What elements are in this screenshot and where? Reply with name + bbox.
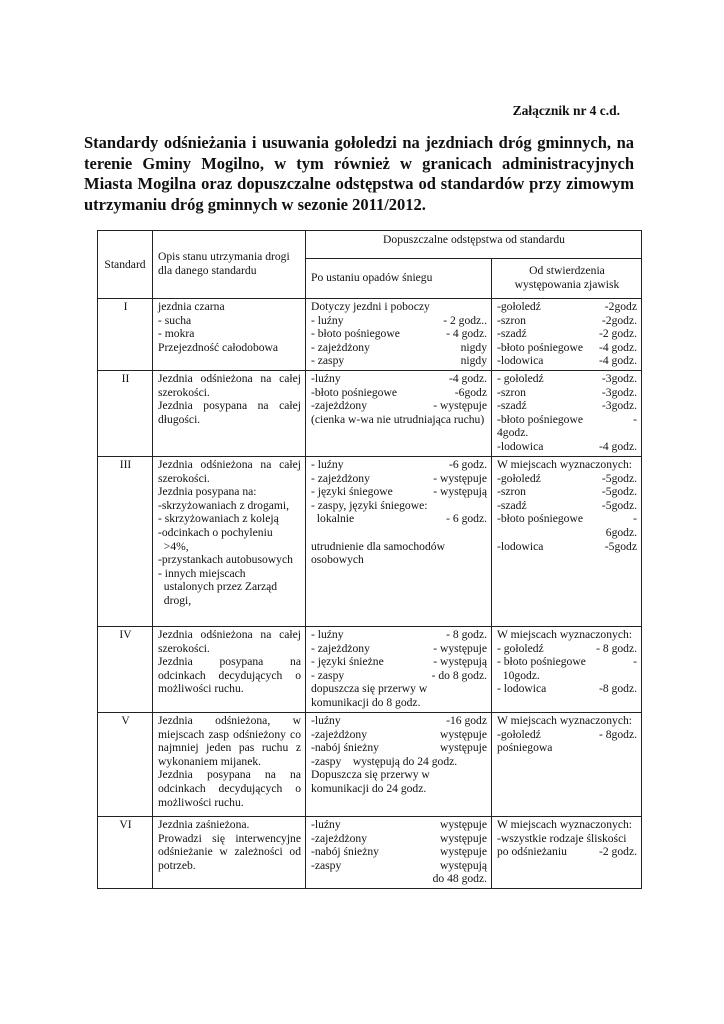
description-line: Jezdnia odśnieżona na całej szerokości.: [158, 372, 304, 399]
deviation-item: -luźny: [311, 372, 341, 385]
deviation-line: [497, 354, 637, 368]
standard-number: VI: [98, 817, 153, 889]
deviation-item: -luźny: [311, 818, 341, 831]
deviation-line: [311, 386, 487, 400]
deviation-line: [311, 872, 487, 886]
deviation-item: -szron: [497, 313, 526, 327]
deviation-time: -6 godz.: [449, 458, 487, 471]
deviation-item: - języki śniegowe: [311, 485, 393, 499]
standard-number: III: [98, 457, 153, 627]
deviation-line: [311, 768, 487, 795]
deviation-from-phenomena: [492, 457, 642, 627]
standard-description: [153, 817, 306, 889]
deviation-line: [311, 372, 487, 386]
deviation-item: -nabój śnieżny: [311, 741, 379, 755]
deviation-item: (cienka w-wa nie utrudniająca ruchu): [311, 412, 485, 426]
deviation-item: po odśnieżaniu: [497, 845, 567, 859]
deviation-item: -szadź: [497, 498, 527, 512]
deviation-time: występują: [439, 858, 487, 872]
deviation-time: -: [633, 512, 637, 526]
deviation-line: [497, 642, 637, 656]
deviation-time: -6godz: [454, 385, 487, 399]
deviation-time: występuje: [439, 741, 487, 755]
deviation-item: -gołoledź: [497, 727, 541, 741]
deviation-line: [311, 512, 487, 526]
standard-description: [153, 713, 306, 817]
deviation-item: - luźny: [311, 628, 344, 641]
deviation-item: - zaspy: [311, 668, 345, 682]
deviation-time: występuje: [439, 845, 487, 859]
deviation-item: - języki śnieżne: [311, 655, 384, 669]
deviation-item: -lodowica: [497, 539, 544, 553]
deviation-line: [311, 327, 487, 341]
deviation-line: [497, 413, 637, 427]
deviation-line: [497, 327, 637, 341]
deviation-line: [311, 413, 487, 427]
deviation-item: W miejscach wyznaczonych:: [497, 818, 632, 831]
deviation-line: [497, 655, 637, 669]
description-line: Jezdnia posypana na na odcinkach decydujących o możliwości ruchu.: [158, 768, 304, 809]
deviation-item: 10godz.: [497, 668, 540, 682]
deviation-item: 4godz.: [497, 426, 529, 440]
description-line: jezdnia czarna: [158, 300, 225, 313]
deviation-line: [311, 354, 487, 368]
deviation-item: - luźny: [311, 313, 344, 327]
table-row: [98, 817, 642, 889]
deviation-time: -3godz.: [601, 385, 637, 399]
standard-description: [153, 457, 306, 627]
deviation-time: - 4 godz.: [446, 327, 487, 341]
deviation-item: W miejscach wyznaczonych:: [497, 458, 632, 471]
deviation-line: [497, 372, 637, 386]
deviation-item: - gołoledź: [497, 641, 544, 655]
deviation-line: [311, 300, 487, 314]
deviation-from-phenomena: [492, 713, 642, 817]
deviation-item: - luźny: [311, 458, 344, 471]
deviation-from-phenomena: [492, 371, 642, 457]
deviation-time: - do 8 godz.: [431, 668, 487, 682]
deviation-item: -wszystkie rodzaje śliskości: [497, 831, 627, 845]
deviation-time: -: [633, 655, 637, 669]
deviation-item: -szron: [497, 485, 526, 499]
deviation-time: - występuje: [433, 399, 487, 413]
deviation-line: [497, 440, 637, 454]
deviation-item: [311, 872, 314, 886]
deviation-line: [311, 458, 487, 472]
description-line: - mokra: [158, 327, 195, 341]
description-line: Jezdnia posypana na odcinkach decydujących o możliwości ruchu.: [158, 655, 304, 696]
standard-description: [153, 371, 306, 457]
deviation-time: 6godz.: [605, 525, 637, 539]
standard-number: V: [98, 713, 153, 817]
description-line: Jezdnia zaśnieżona.: [158, 818, 250, 831]
description-line: -skrzyżowaniach z drogami,: [158, 498, 290, 512]
deviation-time: -4 godz.: [599, 354, 637, 368]
table-row: [98, 713, 642, 817]
deviation-item: - zajeżdżony: [311, 641, 370, 655]
deviation-line: [497, 499, 637, 513]
deviation-line: [497, 472, 637, 486]
table-row: [98, 627, 642, 713]
header-after-snowfall: Po ustaniu opadów śniegu: [306, 259, 492, 299]
annex-label: Załącznik nr 4 c.d.: [512, 103, 620, 118]
deviation-item: -zajeżdżony: [311, 399, 367, 413]
deviation-line: [497, 458, 637, 472]
deviation-time: -5godz: [604, 539, 637, 553]
deviation-item: - lodowica: [497, 682, 547, 696]
deviation-item: -lodowica: [497, 439, 544, 453]
deviation-line: [311, 655, 487, 669]
deviation-line: [311, 642, 487, 656]
deviation-item: - gołoledź: [497, 372, 544, 385]
deviation-item: -zaspy: [311, 858, 342, 872]
deviation-item: [497, 526, 500, 540]
header-standard: Standard: [98, 231, 153, 299]
description-line: -odcinkach o pochyleniu: [158, 525, 273, 539]
deviation-item: - zajeżdżony: [311, 471, 370, 485]
deviation-time: - 8godz.: [599, 727, 637, 741]
deviation-item: -nabój śnieżny: [311, 845, 379, 859]
deviation-line: [497, 300, 637, 314]
deviation-time: występuje: [439, 818, 487, 831]
deviation-after-snowfall: [306, 627, 492, 713]
deviation-item: -gołoledź: [497, 471, 541, 485]
description-line: Prowadzi się interwencyjne odśnieżanie w zależności od potrzeb.: [158, 831, 304, 872]
deviation-time: - występują: [433, 485, 487, 499]
deviation-time: do 48 godz.: [432, 872, 487, 886]
deviation-item: -błoto pośniegowe: [497, 412, 583, 426]
deviation-time: -5godz.: [601, 471, 637, 485]
deviation-time: - 6 godz.: [446, 512, 487, 526]
description-line: Jezdnia posypana na całej długości.: [158, 399, 304, 426]
deviation-item: - błoto pośniegowe: [497, 655, 586, 669]
deviation-from-phenomena: [492, 817, 642, 889]
deviation-time: -4 godz.: [449, 372, 487, 385]
header-from-phenomena: Od stwierdzenia występowania zjawisk: [492, 259, 642, 299]
deviation-line: [497, 741, 637, 755]
deviation-item: -błoto pośniegowe: [497, 340, 583, 354]
deviation-item: - zaspy, języki śniegowe:: [311, 498, 428, 512]
deviation-line: [497, 341, 637, 355]
deviation-line: [311, 628, 487, 642]
description-line: Przejezdność całodobowa: [158, 340, 279, 354]
deviation-line: [497, 728, 637, 742]
description-line: drogi,: [158, 593, 192, 607]
deviation-line: [311, 682, 487, 709]
deviation-item: -błoto pośniegowe: [311, 385, 397, 399]
deviation-line: [311, 499, 487, 513]
deviation-item: utrudnienie dla samochodów osobowych: [311, 539, 448, 567]
deviation-item: dopuszcza się przerwy w komunikacji do 8 godz.: [311, 682, 431, 709]
standard-description: [153, 299, 306, 371]
deviation-item: -zajeżdżony: [311, 831, 367, 845]
deviation-line: [311, 472, 487, 486]
deviation-time: -4 godz.: [599, 340, 637, 354]
deviation-line: [311, 845, 487, 859]
deviation-line: [497, 386, 637, 400]
deviation-line: [311, 485, 487, 499]
deviation-line: [311, 341, 487, 355]
deviation-time: -8 godz.: [599, 682, 637, 696]
header-deviations: Dopuszczalne odstępstwa od standardu: [306, 231, 642, 259]
description-line: Jezdnia odśnieżona na całej szerokości.: [158, 458, 304, 485]
deviation-line: [497, 682, 637, 696]
description-line: >4%,: [158, 539, 189, 553]
deviation-item: lokalnie: [311, 512, 355, 526]
deviation-time: - występują: [433, 655, 487, 669]
deviation-time: -2 godz.: [599, 845, 637, 859]
deviation-line: [497, 628, 637, 642]
deviation-time: -: [633, 412, 637, 426]
document-title: Standardy odśnieżania i usuwania gołoledzi na jezdniach dróg gminnych, na terenie Gminy Mogilno, w tym również w granicach administracyjnych Miasta Mogilna oraz dopuszczalne odstępstwa od standardów przy zimowym utrzymaniu dróg gminnych w sezonie 2011/2012.: [84, 133, 634, 214]
table-row: [98, 299, 642, 371]
deviation-item: - zaspy: [311, 354, 345, 368]
standard-number: IV: [98, 627, 153, 713]
deviation-item: [311, 526, 314, 539]
deviation-line: [311, 540, 487, 567]
deviation-line: [311, 399, 487, 413]
deviation-from-phenomena: [492, 299, 642, 371]
deviation-line: [497, 845, 637, 859]
deviation-after-snowfall: [306, 817, 492, 889]
description-line: -przystankach autobusowych: [158, 553, 293, 567]
deviation-item: -szadź: [497, 327, 527, 341]
deviation-item: -szadź: [497, 399, 527, 413]
description-line: Jezdnia odśnieżona, w miejscach zasp odśnieżony co najmniej jeden pas ruchu z wykonaniem mijanek.: [158, 714, 304, 768]
deviation-time: występuje: [439, 831, 487, 845]
deviation-time: nigdy: [460, 340, 487, 354]
deviation-line: [497, 314, 637, 328]
deviation-time: -2godz.: [601, 313, 637, 327]
standard-number: II: [98, 371, 153, 457]
description-line: Jezdnia odśnieżona na całej szerokości.: [158, 628, 304, 655]
deviation-line: [311, 728, 487, 742]
deviation-item: - błoto pośniegowe: [311, 327, 400, 341]
deviation-time: -2 godz.: [599, 327, 637, 341]
header-description: Opis stanu utrzymania drogi dla danego standardu: [153, 231, 306, 299]
description-line: Jezdnia posypana na:: [158, 485, 257, 499]
deviation-time: - 8 godz.: [596, 641, 637, 655]
deviation-line: [497, 832, 637, 846]
deviation-line: [311, 714, 487, 728]
deviation-item: Dopuszcza się przerwy w komunikacji do 24 godz.: [311, 768, 433, 795]
deviation-item: W miejscach wyznaczonych:: [497, 628, 632, 641]
deviation-line: [497, 399, 637, 413]
deviation-line: [497, 714, 637, 728]
deviation-time: nigdy: [460, 354, 487, 368]
deviation-line: [497, 485, 637, 499]
deviation-line: [311, 669, 487, 683]
deviation-time: - występuje: [433, 471, 487, 485]
standard-number: I: [98, 299, 153, 371]
deviation-item: pośniegowa: [497, 741, 553, 755]
deviation-item: -szron: [497, 385, 526, 399]
deviation-from-phenomena: [492, 627, 642, 713]
deviation-line: [497, 669, 637, 683]
deviation-item: Dotyczy jezdni i poboczy: [311, 300, 430, 313]
deviation-time: -16 godz: [446, 714, 487, 727]
deviation-time: -4 godz.: [599, 439, 637, 453]
table-row: [98, 457, 642, 627]
deviation-line: [497, 526, 637, 540]
deviation-after-snowfall: [306, 371, 492, 457]
deviation-item: -luźny: [311, 714, 341, 727]
deviation-time: występuje: [439, 727, 487, 741]
deviation-after-snowfall: [306, 713, 492, 817]
deviation-line: [311, 526, 487, 540]
deviation-line: [497, 818, 637, 832]
deviation-line: [497, 512, 637, 526]
deviation-line: [311, 741, 487, 755]
deviation-item: -zaspy występują do 24 godz.: [311, 754, 458, 768]
deviation-time: -3godz.: [601, 372, 637, 385]
deviation-item: -gołoledź: [497, 300, 541, 313]
deviation-line: [497, 540, 637, 554]
deviation-time: -2godz: [604, 300, 637, 313]
deviation-item: -błoto pośniegowe: [497, 512, 583, 526]
deviation-item: -lodowica: [497, 354, 544, 368]
table-row: [98, 371, 642, 457]
deviation-line: [311, 859, 487, 873]
deviation-line: [497, 426, 637, 440]
description-line: - skrzyżowaniach z koleją: [158, 512, 279, 526]
deviation-item: -zajeżdżony: [311, 727, 367, 741]
deviation-time: -5godz.: [601, 498, 637, 512]
deviation-time: - 2 godz..: [443, 313, 487, 327]
deviation-time: - występuje: [433, 641, 487, 655]
deviation-after-snowfall: [306, 457, 492, 627]
description-line: - sucha: [158, 313, 192, 327]
deviation-item: - zajeżdżony: [311, 340, 370, 354]
deviation-item: W miejscach wyznaczonych:: [497, 714, 632, 727]
standards-table: [97, 230, 642, 889]
deviation-time: -5godz.: [601, 485, 637, 499]
standard-description: [153, 627, 306, 713]
description-line: ustalonych przez Zarząd: [158, 580, 278, 594]
deviation-after-snowfall: [306, 299, 492, 371]
deviation-line: [311, 314, 487, 328]
deviation-line: [311, 818, 487, 832]
deviation-line: [311, 755, 487, 769]
description-line: - innych miejscach: [158, 566, 246, 580]
deviation-time: -3godz.: [601, 399, 637, 413]
deviation-time: - 8 godz.: [446, 628, 487, 641]
deviation-line: [311, 832, 487, 846]
